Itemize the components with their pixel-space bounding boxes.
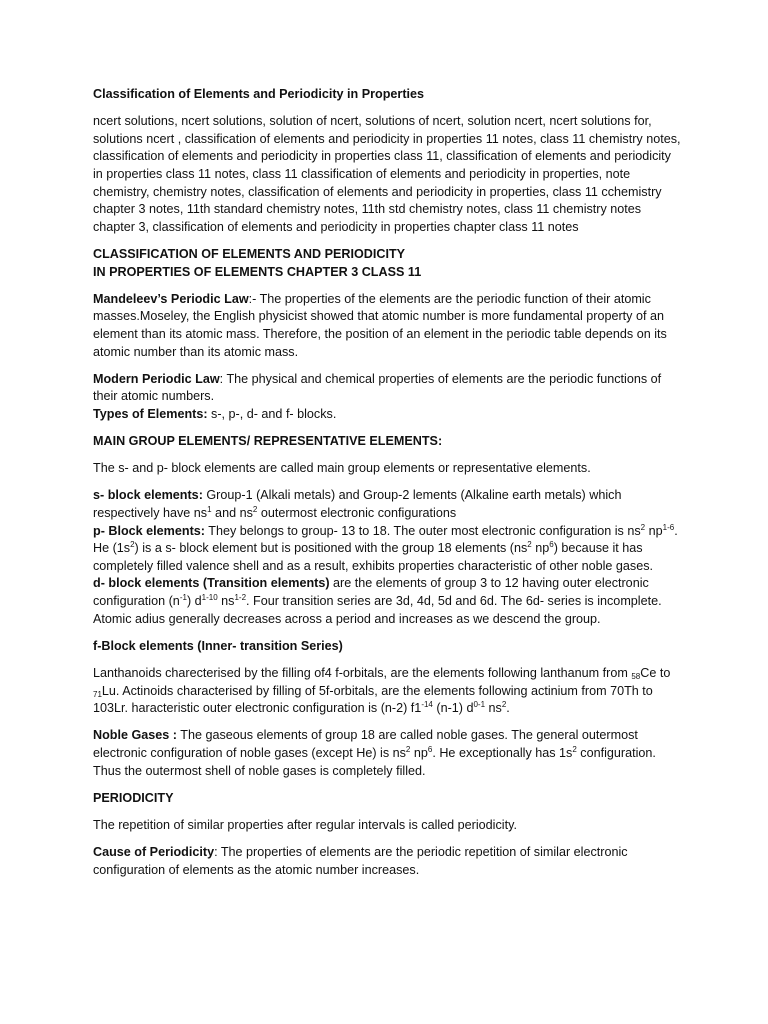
f-block-sub-2: 71 bbox=[93, 689, 102, 699]
chapter-heading-line2: IN PROPERTIES OF ELEMENTS CHAPTER 3 CLASS 11 bbox=[93, 264, 422, 279]
types-term: Types of Elements: bbox=[93, 406, 208, 421]
f-block-text-6: . bbox=[506, 701, 510, 716]
p-block-sup-5: 6 bbox=[549, 540, 554, 550]
p-block-sup-2: 1-6 bbox=[662, 522, 675, 532]
noble-gases-paragraph bbox=[93, 727, 683, 780]
noble-text-3: . He exceptionally has 1s bbox=[432, 745, 573, 760]
modern-law-text: : The physical and chemical properties of elements are the periodic functions of their atomic numbers. bbox=[93, 371, 662, 404]
p-block-text-6: ) because it has completely filled valence shell and as a result, exhibits properties characteristic of other noble gases. bbox=[93, 541, 654, 573]
d-block-text-1: are the elements of group 3 to 12 having outer electronic configuration (n bbox=[93, 576, 649, 608]
noble-text-2: np bbox=[410, 745, 428, 760]
p-block-text-1: They belongs to group- 13 to 18. The outer most electronic configuration is ns bbox=[204, 523, 641, 538]
types-text: s-, p-, d- and f- blocks. bbox=[207, 406, 337, 421]
cause-term: Cause of Periodicity bbox=[93, 845, 215, 860]
chapter-heading bbox=[93, 246, 683, 281]
f-block-sup-2: 0-1 bbox=[473, 700, 486, 710]
f-block-text-4: (n-1) d bbox=[432, 701, 474, 716]
d-block-term: d- block elements (Transition elements) bbox=[93, 576, 330, 591]
noble-text-1: The gaseous elements of group 18 are called noble gases. The general outermost electronic configuration of noble gases (except He) is ns bbox=[93, 728, 638, 760]
p-block-text-3: . He (1s bbox=[93, 523, 678, 556]
noble-sup-1: 2 bbox=[405, 744, 411, 754]
s-block-sup-1: 1 bbox=[207, 505, 212, 515]
p-block-text-4: ) is a s- block element but is positioned with the group 18 elements (ns bbox=[134, 541, 528, 556]
d-block-sup-2: 1-10 bbox=[201, 593, 218, 602]
document-page bbox=[93, 86, 683, 889]
s-block-text-2: and ns bbox=[211, 506, 253, 521]
d-block-sup-3: 1-2 bbox=[234, 593, 247, 602]
main-group-heading: MAIN GROUP ELEMENTS/ REPRESENTATIVE ELEMENTS: bbox=[93, 434, 443, 449]
p-block-term: p- Block elements: bbox=[93, 523, 205, 538]
p-block-sup-4: 2 bbox=[527, 540, 532, 550]
s-block-text-1: Group-1 (Alkali metals) and Group-2 lements (Alkaline earth metals) which respectively have ns bbox=[93, 488, 622, 521]
s-block-text-3: outermost electronic configurations bbox=[257, 506, 457, 521]
f-block-sup-3: 2 bbox=[501, 700, 507, 710]
noble-gases-term: Noble Gases : bbox=[93, 728, 177, 743]
noble-sup-3: 2 bbox=[572, 744, 577, 754]
f-block-text-5: ns bbox=[485, 701, 502, 716]
f-block-sup-1: -14 bbox=[421, 700, 433, 710]
periodicity-text: The repetition of similar properties after regular intervals is called periodicity. bbox=[93, 817, 517, 832]
p-block-text-5: np bbox=[531, 541, 550, 556]
mendeleev-term: Mandeleev’s Periodic Law bbox=[93, 291, 249, 306]
blocks-paragraph bbox=[93, 487, 683, 628]
f-block-sub-1: 58 bbox=[631, 671, 641, 681]
mendeleev-paragraph bbox=[93, 291, 683, 361]
f-block-text-2: Ce to bbox=[640, 665, 671, 680]
cause-paragraph bbox=[93, 844, 683, 879]
periodicity-heading: PERIODICITY bbox=[93, 790, 174, 805]
p-block-sup-1: 2 bbox=[640, 522, 646, 532]
p-block-sup-3: 2 bbox=[130, 540, 135, 550]
d-block-text-2: ) d bbox=[186, 594, 202, 608]
cause-text: : The properties of elements are the periodic repetition of similar electronic configuration of elements as the atomic number increases. bbox=[93, 845, 628, 877]
mendeleev-text: :- The properties of the elements are the periodic function of their atomic masses.Moseley, the English physicist showed that atomic number is more fundamental property of an element than its atomic mass. Therefore, the position of an element in the periodic table depends on its atomic number than its atomic mass. bbox=[93, 291, 667, 359]
f-block-text-3: Lu. Actinoids characterised by filling of 5f-orbitals, are the elements following actinium from 70Th to 103Lr. haracteristic outer electronic configuration is (n-2) f1 bbox=[93, 683, 653, 716]
keywords-paragraph: ncert solutions, ncert solutions, solution of ncert, solutions of ncert, solution ncert, ncert solutions for, solutions ncert , classification of elements and periodicity in properties 11 notes, class 11 chemistry notes, classification of elements and periodicity in properties class 11, classification of elements and periodicity in properties class 11 notes, class 11 classification of elements and periodicity in properties, note chemistry, chemistry notes, classification of elements and periodicity in properties, class 11 cchemistry chapter 3 notes, 11th standard chemistry notes, 11th std chemistry notes, class 11 chemistry notes chapter 3, classification of elements and periodicity in properties chapter class 11 notes bbox=[93, 114, 681, 234]
noble-sup-2: 6 bbox=[427, 744, 433, 754]
s-block-term: s- block elements: bbox=[93, 488, 203, 503]
f-block-heading: f-Block elements (Inner- transition Series) bbox=[93, 638, 343, 653]
f-block-text-1: Lanthanoids charecterised by the filling of4 f-orbitals, are the elements following lanthanum from bbox=[93, 665, 632, 680]
modern-law-paragraph bbox=[93, 371, 683, 424]
d-block-text-4: . Four transition series are 3d, 4d, 5d and 6d. The 6d- series is incomplete. Atomic adius generally decreases across a period and increases as we descend the group. bbox=[93, 594, 662, 626]
d-block-text-3: ns bbox=[217, 594, 235, 608]
p-block-text-2: np bbox=[645, 523, 663, 538]
document-title: Classification of Elements and Periodicity in Properties bbox=[93, 87, 425, 101]
d-block-sup-1: -1 bbox=[179, 593, 187, 602]
chapter-heading-line1: CLASSIFICATION OF ELEMENTS AND PERIODICITY bbox=[93, 246, 406, 261]
main-group-text: The s- and p- block elements are called main group elements or representative elements. bbox=[93, 461, 591, 476]
modern-law-term: Modern Periodic Law bbox=[93, 371, 220, 386]
s-block-sup-2: 2 bbox=[252, 505, 258, 515]
f-block-paragraph bbox=[93, 665, 683, 718]
noble-text-4: configuration. Thus the outermost shell of noble gases is completely filled. bbox=[93, 745, 656, 778]
